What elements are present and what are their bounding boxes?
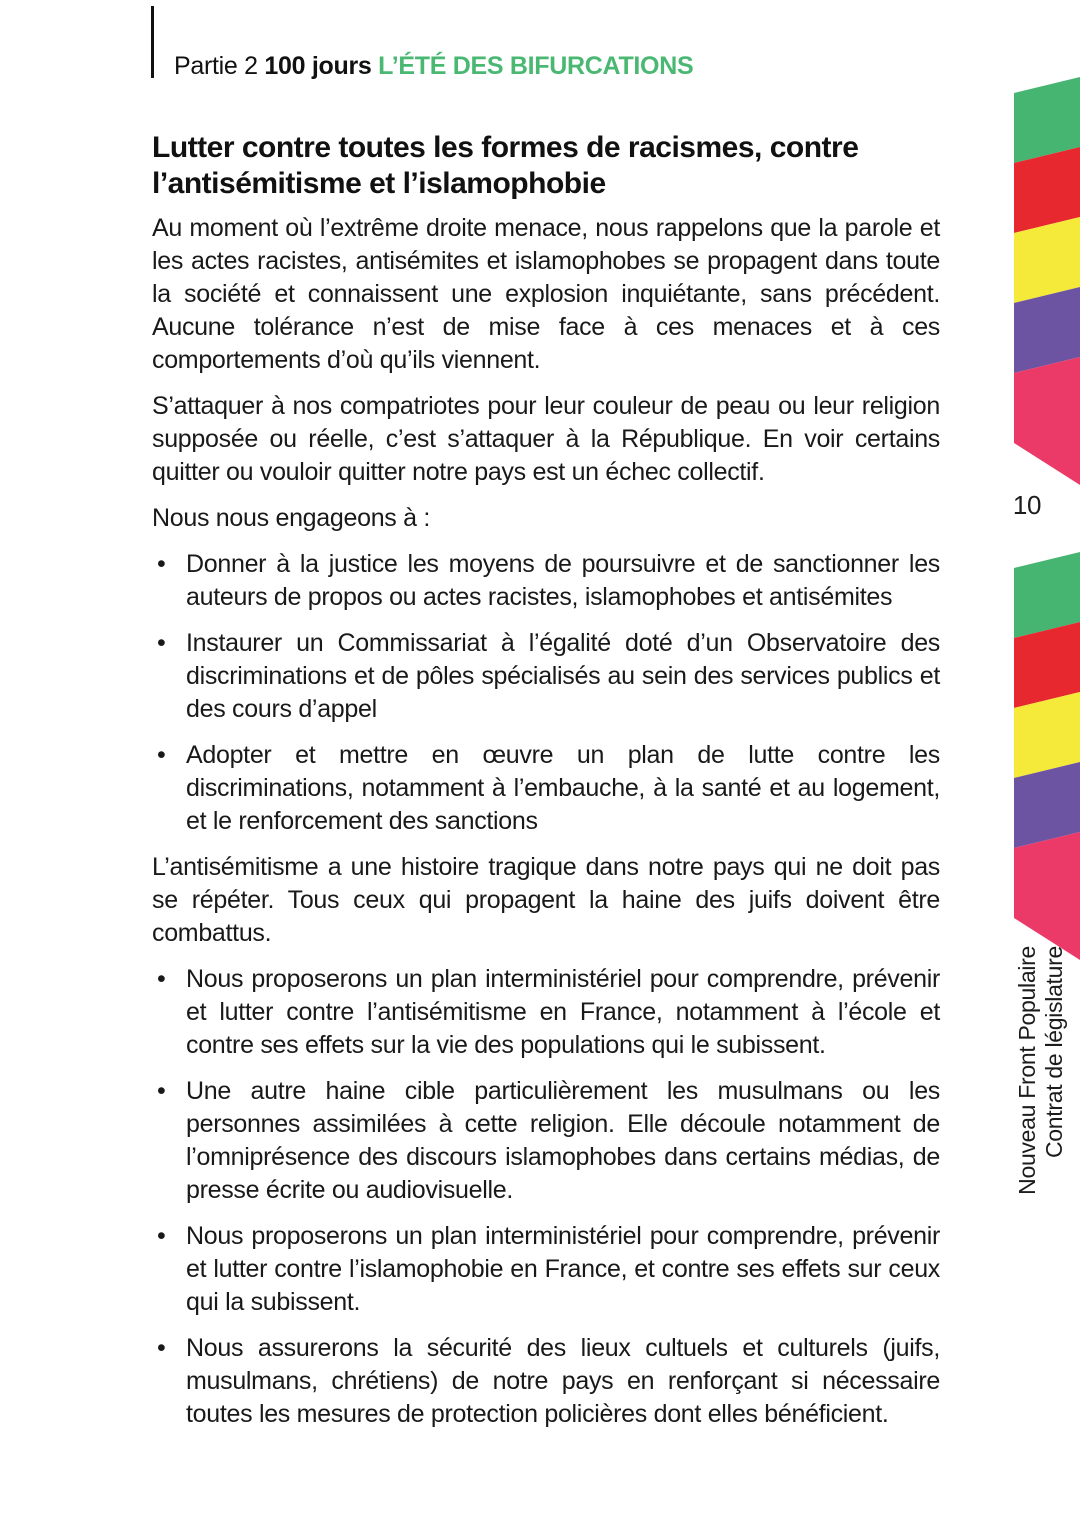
header-rule <box>151 6 154 78</box>
page-number: 10 <box>1012 490 1042 520</box>
list-item <box>152 1220 940 1319</box>
list-item-text: Nous proposerons un plan interministériel pour comprendre, prévenir et lutter contre l’islamophobie en France, et contre ses effets sur ceux qui la subissent. <box>186 1222 940 1316</box>
list-item <box>152 548 940 614</box>
side-label-line2: Contrat de législature <box>1041 946 1067 1159</box>
season-label: L’ÉTÉ DES BIFURCATIONS <box>378 52 694 80</box>
part-label: Partie 2 <box>174 52 258 80</box>
list-item <box>152 1332 940 1431</box>
document-body <box>152 130 940 1444</box>
list-item-text: Une autre haine cible particulièrement les musulmans ou les personnes assimilées à cette religion. Elle découle notamment de l’omniprésence des discours islamophobes dans certains médias, de presse écrite ou audiovisuelle. <box>186 1077 940 1204</box>
list-item-text: Nous proposerons un plan interministériel pour comprendre, prévenir et lutter contre l’antisémitisme en France, notamment à l’école et contre ses effets sur la vie des populations qui le subissent. <box>186 965 940 1059</box>
list-item <box>152 627 940 726</box>
bullet-icon: • <box>157 1077 166 1105</box>
side-label-line1: Nouveau Front Populaire <box>1014 946 1040 1195</box>
paragraph-lead-in: Nous nous engageons à : <box>152 504 431 532</box>
list-item-text: Nous assurerons la sécurité des lieux cultuels et culturels (juifs, musulmans, chrétiens) de notre pays en renforçant si nécessaire toutes les mesures de protection policières dont elles bénéficient. <box>186 1334 940 1428</box>
stripes-ribbon-bottom <box>1014 552 1080 962</box>
stripes-ribbon-top <box>1014 77 1080 487</box>
stripe-pink <box>1014 832 1080 960</box>
days-label: 100 jours <box>264 52 372 80</box>
list-item <box>152 1075 940 1207</box>
bullet-icon: • <box>157 550 166 578</box>
running-header <box>174 52 693 81</box>
list-item-text: Donner à la justice les moyens de poursuivre et de sanctionner les auteurs de propos ou actes racistes, islamophobes et antisémites <box>186 550 940 611</box>
paragraph: Au moment où l’extrême droite menace, nous rappelons que la parole et les actes racistes, antisémites et islamophobes se propagent dans toute la société et connaissent une explosion inquiétante, sans précédent. Aucune tolérance n’est de mise face à ces menaces et à ces comportements d’où qu’ils viennent. <box>152 214 940 374</box>
bullet-icon: • <box>157 1222 166 1250</box>
paragraph: S’attaquer à nos compatriotes pour leur couleur de peau ou leur religion supposée ou réelle, c’est s’attaquer à la République. En voir certains quitter ou vouloir quitter notre pays est un échec collectif. <box>152 392 940 486</box>
bullet-icon: • <box>157 741 166 769</box>
bullet-icon: • <box>157 629 166 657</box>
bullet-icon: • <box>157 965 166 993</box>
list-item <box>152 963 940 1062</box>
page-title: Lutter contre toutes les formes de racismes, contre l’antisémitisme et l’islamophobie <box>152 131 859 200</box>
list-item-text: Instaurer un Commissariat à l’égalité doté d’un Observatoire des discriminations et de pôles spécialisés au sein des services publics et des cours d’appel <box>186 629 940 723</box>
stripe-pink <box>1014 357 1080 485</box>
document-side-label <box>1014 946 1068 1226</box>
bullet-icon: • <box>157 1334 166 1362</box>
paragraph: L’antisémitisme a une histoire tragique dans notre pays qui ne doit pas se répéter. Tous ceux qui propagent la haine des juifs doivent être combattus. <box>152 853 940 947</box>
list-item <box>152 739 940 838</box>
list-item-text: Adopter et mettre en œuvre un plan de lutte contre les discriminations, notamment à l’embauche, à la santé et au logement, et le renforcement des sanctions <box>186 741 940 835</box>
